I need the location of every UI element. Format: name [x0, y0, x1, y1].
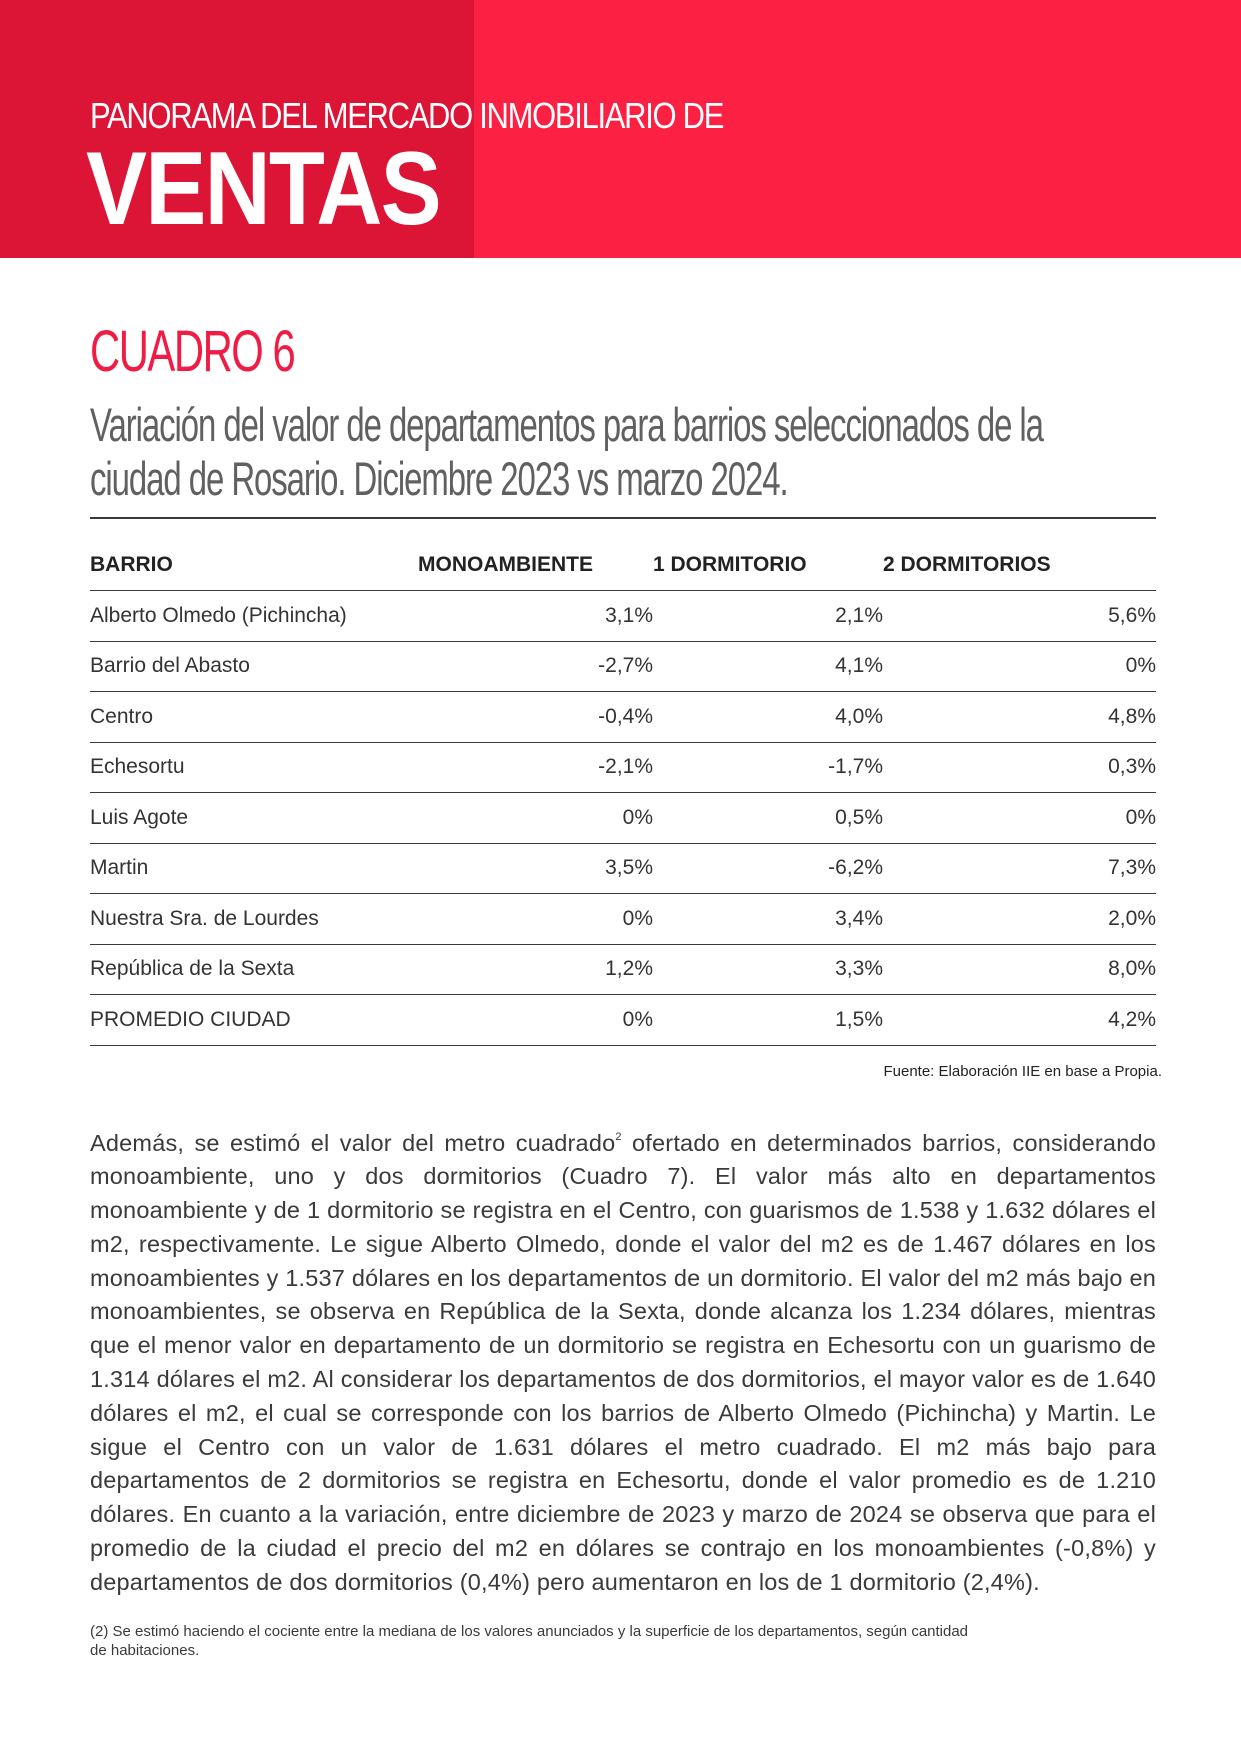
table-row — [90, 843, 1156, 894]
cell-2-dormitorios: 4,8% — [883, 692, 1156, 743]
cell-1-dormitorio: -1,7% — [653, 742, 883, 793]
cell-2-dormitorios: 4,2% — [883, 995, 1156, 1046]
cell-1-dormitorio: 4,0% — [653, 692, 883, 743]
cell-barrio: Luis Agote — [90, 793, 418, 844]
footnote-line-2: de habitaciones. — [90, 1642, 200, 1659]
table-header-row — [90, 540, 1156, 591]
table-row — [90, 641, 1156, 692]
cell-barrio: Echesortu — [90, 742, 418, 793]
cell-monoambiente: 3,5% — [418, 843, 653, 894]
cell-monoambiente: 0% — [418, 894, 653, 945]
cell-1-dormitorio: 4,1% — [653, 641, 883, 692]
cell-2-dormitorios: 2,0% — [883, 894, 1156, 945]
cell-barrio: Alberto Olmedo (Pichincha) — [90, 591, 418, 642]
col-header-monoambiente: MONOAMBIENTE — [418, 540, 653, 591]
header-title: VENTAS — [86, 131, 440, 247]
col-header-barrio: BARRIO — [90, 540, 418, 591]
cell-1-dormitorio: 3,4% — [653, 894, 883, 945]
cell-1-dormitorio: 0,5% — [653, 793, 883, 844]
table-row — [90, 742, 1156, 793]
table-source-note: Fuente: Elaboración IIE en base a Propia. — [883, 1063, 1162, 1080]
cell-monoambiente: -2,1% — [418, 742, 653, 793]
col-header-2-dormitorios: 2 DORMITORIOS — [883, 540, 1156, 591]
cell-barrio: PROMEDIO CIUDAD — [90, 995, 418, 1046]
cell-2-dormitorios: 8,0% — [883, 944, 1156, 995]
cell-barrio: República de la Sexta — [90, 944, 418, 995]
cell-monoambiente: -0,4% — [418, 692, 653, 743]
cell-2-dormitorios: 0,3% — [883, 742, 1156, 793]
table-row — [90, 944, 1156, 995]
table-label: CUADRO 6 — [90, 319, 295, 384]
cell-2-dormitorios: 7,3% — [883, 843, 1156, 894]
cell-2-dormitorios: 0% — [883, 641, 1156, 692]
cell-1-dormitorio: 3,3% — [653, 944, 883, 995]
cell-monoambiente: 3,1% — [418, 591, 653, 642]
cell-barrio: Nuestra Sra. de Lourdes — [90, 894, 418, 945]
table-top-rule — [90, 517, 1156, 519]
footnote-line-1: (2) Se estimó haciendo el cociente entre la mediana de los valores anunciados y la superficie de los departamentos, según cantidad — [90, 1623, 969, 1640]
cell-monoambiente: 0% — [418, 995, 653, 1046]
cell-barrio: Barrio del Abasto — [90, 641, 418, 692]
cell-monoambiente: 1,2% — [418, 944, 653, 995]
header-banner — [0, 0, 1241, 258]
cell-barrio: Centro — [90, 692, 418, 743]
table-row — [90, 591, 1156, 642]
footnote-reference: 2 — [615, 1130, 622, 1143]
cell-1-dormitorio: -6,2% — [653, 843, 883, 894]
cell-monoambiente: 0% — [418, 793, 653, 844]
col-header-1-dormitorio: 1 DORMITORIO — [653, 540, 883, 591]
table-row — [90, 793, 1156, 844]
body-text-part-2: ofertado en determinados barrios, considerando monoambiente, uno y dos dormitorios (Cuadro 7). El valor más alto en departamentos monoambiente y de 1 dormitorio se registra en el Centro, con guarismos de 1.538 y 1.632 dólares el m2, respectivamente. Le sigue Alberto Olmedo, donde el valor del m2 es de 1.467 dólares en los monoambientes y 1.537 dólares en los departamentos de un dormitorio. El valor del m2 más bajo en monoambientes, se observa en República de la Sexta, donde alcanza los 1.234 dólares, mientras que el menor valor en departamento de un dormitorio se registra en Echesortu con un guarismo de 1.314 dólares el m2. Al considerar los departamentos de dos dormitorios, el mayor valor es de 1.640 dólares el m2, el cual se corresponde con los barrios de Alberto Olmedo (Pichincha) y Martin. Le sigue el Centro con un valor de 1.631 dólares el metro cuadrado. El m2 más bajo para departamentos de 2 dormitorios se registra en Echesortu, donde el valor promedio es de 1.210 dólares. En cuanto a la variación, entre diciembre de 2023 y marzo de 2024 se observa que para el promedio de la ciudad el precio del m2 en dólares se contrajo en los monoambientes (-0,8%) y departamentos de dos dormitorios (0,4%) pero aumentaron en los de 1 dormitorio (2,4%). — [90, 1129, 1156, 1595]
body-text-part-1: Además, se estimó el valor del metro cuadrado — [90, 1129, 616, 1156]
cell-1-dormitorio: 2,1% — [653, 591, 883, 642]
header-subtitle: PANORAMA DEL MERCADO INMOBILIARIO DE — [90, 95, 724, 136]
table-row-average — [90, 995, 1156, 1046]
cell-barrio: Martin — [90, 843, 418, 894]
table-caption: Variación del valor de departamentos para barrios seleccionados de la ciudad de Rosario. Diciembre 2023 vs marzo 2024. — [90, 398, 1043, 505]
cell-2-dormitorios: 5,6% — [883, 591, 1156, 642]
cell-monoambiente: -2,7% — [418, 641, 653, 692]
table-row — [90, 894, 1156, 945]
footnote — [90, 1622, 1090, 1660]
body-paragraph — [90, 1127, 1156, 1600]
cell-2-dormitorios: 0% — [883, 793, 1156, 844]
cell-1-dormitorio: 1,5% — [653, 995, 883, 1046]
price-variation-table — [90, 540, 1156, 1046]
table-row — [90, 692, 1156, 743]
